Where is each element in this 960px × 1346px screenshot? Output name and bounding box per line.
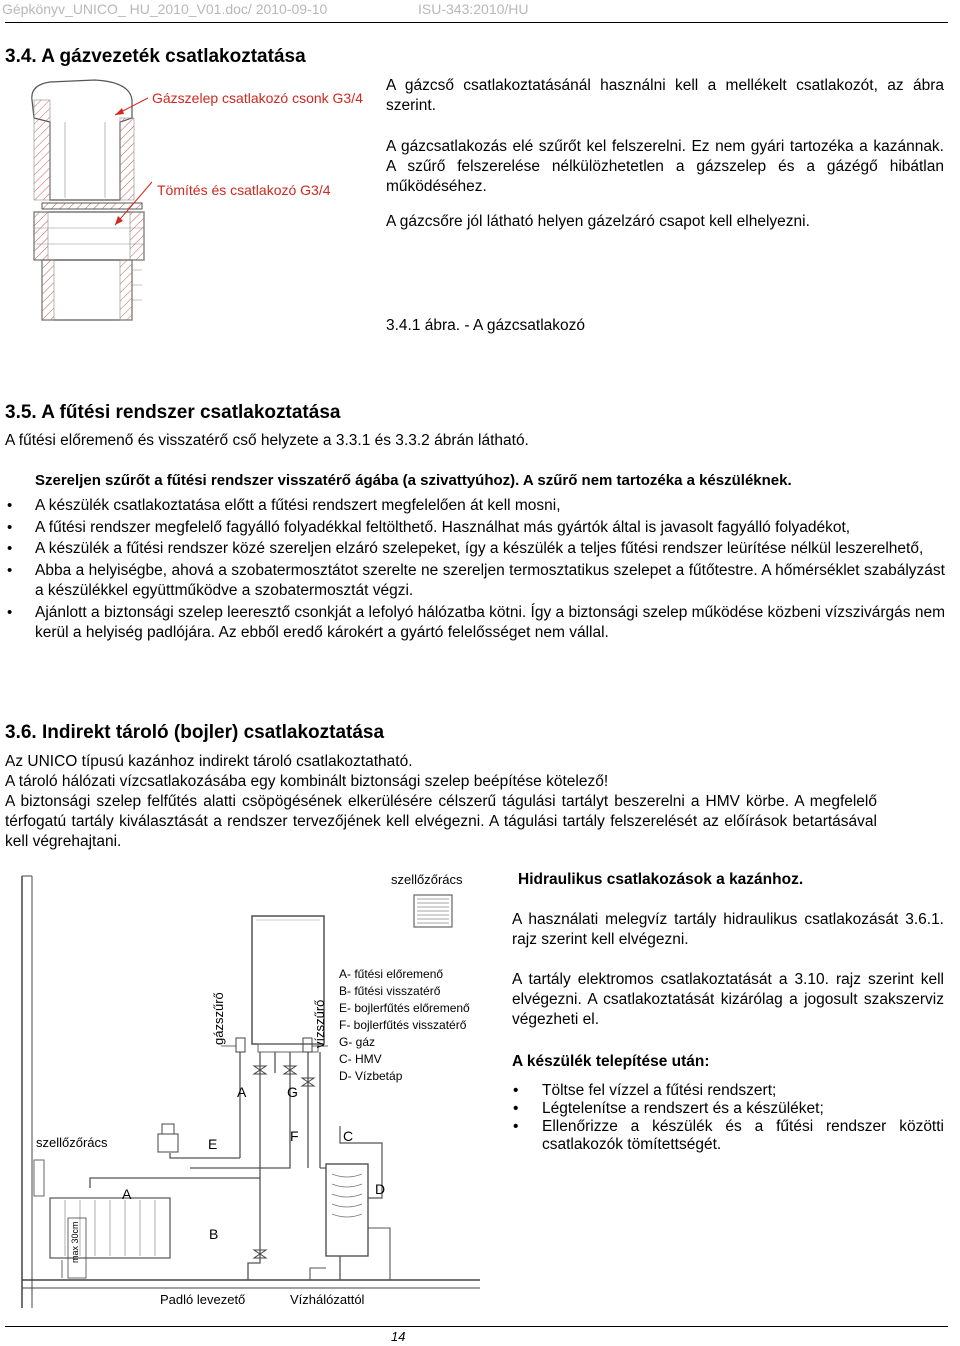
hydraulic-diagram [10,868,500,1318]
label-vent-left: szellőzőrács [36,1135,108,1150]
fig-label-gasket: Tömítés és csatlakozó G3/4 [157,182,331,198]
list-item: • A fűtési rendszer megfelelő fagyálló folyadékkal feltölthető. Használhat más gyártók által is javasolt fagyálló folyadékot, [5,518,945,539]
label-letter-b: B [209,1226,219,1242]
section-3-6-paragraph-1: Az UNICO típusú kazánhoz indirekt tároló csatlakoztatható. [5,753,413,770]
label-letter-a-lower: A [122,1186,132,1202]
right-column-paragraph-2: A tartály elektromos csatlakoztatását a 3.10. rajz szerint kell elvégezni. A csatlakoztatását kizárólag a jogosult szakszerviz végezheti el. [512,971,944,1028]
legend-item: E- bojlerfűtés előremenő [339,1001,470,1015]
section-3-4-paragraph-1: A gázcső csatlakoztatásánál használni kell a mellékelt csatlakozót, az ábra szerint. [386,77,944,114]
label-mains-water: Vízhálózattól [290,1292,365,1307]
section-3-6-title: 3.6. Indirekt tároló (bojler) csatlakoztatása [5,722,385,743]
diagram-legend [339,966,470,1085]
section-3-4-title: 3.4. A gázvezeték csatlakoztatása [5,46,306,67]
page-number: 14 [391,1329,406,1344]
label-letter-g: G [287,1084,298,1100]
label-letter-f: F [290,1128,299,1144]
header-code: ISU-343:2010/HU [418,1,529,17]
right-column-paragraph-1: A használati melegvíz tartály hidraulikus csatlakozását 3.6.1. rajz szerint kell elvégezni. [512,911,944,948]
after-install-bullet-list [512,1082,944,1154]
label-letter-d: D [375,1181,386,1197]
header-filename: Gépkönyv_UNICO_ HU_2010_V01.doc/ 2010-09-10 [2,1,328,17]
legend-item: F- bojlerfűtés visszatérő [339,1018,467,1032]
after-install-heading: A készülék telepítése után: [512,1053,710,1070]
section-3-4-paragraph-3: A gázcsőre jól látható helyen gázelzáró csapot kell elhelyezni. [386,213,810,230]
label-vent-top: szellőzőrács [391,872,463,887]
legend-item: A- fűtési előremenő [339,967,444,981]
list-item: • Légtelenítse a rendszert és a készüléket; [512,1100,944,1118]
list-item: • A készülék csatlakoztatása előtt a fűtési rendszert megfelelően át kell mosni, [5,496,945,517]
list-item: • Ajánlott a biztonsági szelep leeresztő csonkját a lefolyó hálózatba kötni. Így a biztonsági szelep működése közbeni vízszivárgás nem kerül a helyiség padlójára. Az ebből eredő károkért a gyártó felelősséget nem vállal. [5,603,945,644]
section-3-5-paragraph-1: A fűtési előremenő és visszatérő cső helyzete a 3.3.1 és 3.3.2 ábrán látható. [5,432,529,449]
list-item: • A készülék a fűtési rendszer közé szereljen elzáró szelepeket, így a készülék a teljes fűtési rendszer leürítése nélkül leszerelhető, [5,539,945,560]
legend-item: D- Vízbetáp [339,1069,403,1083]
list-item: • Töltse fel vízzel a fűtési rendszert; [512,1082,944,1100]
legend-item: G- gáz [339,1035,376,1049]
legend-item: B- fűtési visszatérő [339,984,441,998]
section-3-6-paragraph-2: A tároló hálózati vízcsatlakozásába egy kombinált biztonsági szelep beépítése kötelező! [5,773,609,790]
gas-connector-figure [20,70,380,335]
hydraulic-heading: Hidraulikus csatlakozások a kazánhoz. [518,871,804,888]
header-rule [5,22,948,23]
list-item: • Ellenőrizze a készülék és a fűtési rendszer közötti csatlakozók tömítettségét. [512,1118,944,1154]
section-3-4-paragraph-2: A gázcsatlakozás elé szűrőt kel felszerelni. Ez nem gyári tartozéka a kazánnak. A szűrő felszerelése nélkülözhetetlen a gázszelep és a gázégő hibátlan működéséhez. [386,138,944,195]
label-gas-filter: gázszűrő [211,992,226,1045]
section-3-6-paragraph-3: A biztonsági szelep felfűtés alatti csöpögésének elkerülésére célszerű tágulási tartályt beszerelni a HMV körbe. A megfelelő térfogatú tartály kiválasztását a rendszer tervezőjének kell elvégezni. A tágulási tartály felszerelését az előírások betartásával kell végrehajtani. [5,793,877,850]
list-item: • Abba a helyiségbe, ahová a szobatermosztátot szerelte ne szereljen termosztatikus szelepet a fűtőtestre. A hőmérséklet szabályzást a készülékkel együttműködve a szobatermosztát végzi. [5,561,945,602]
footer-rule [5,1326,948,1327]
legend-item: C- HMV [339,1052,382,1066]
label-max-height: max 30cm [70,1221,80,1263]
label-letter-e: E [208,1136,218,1152]
figure-caption-3-4-1: 3.4.1 ábra. - A gázcsatlakozó [386,317,586,334]
section-3-5-bold-note: Szereljen szűrőt a fűtési rendszer visszatérő ágába (a szivattyúhoz). A szűrő nem tartozéka a készüléknek. [35,472,792,489]
fig-label-valve-stub: Gázszelep csatlakozó csonk G3/4 [152,90,363,106]
section-3-5-title: 3.5. A fűtési rendszer csatlakoztatása [5,402,341,423]
label-water-filter: vízszűrő [312,999,327,1048]
label-floor-drain: Padló levezető [160,1292,246,1307]
page-header [0,0,960,22]
label-letter-a-upper: A [237,1084,247,1100]
section-3-5-bullet-list [5,496,945,645]
label-letter-c: C [343,1128,354,1144]
